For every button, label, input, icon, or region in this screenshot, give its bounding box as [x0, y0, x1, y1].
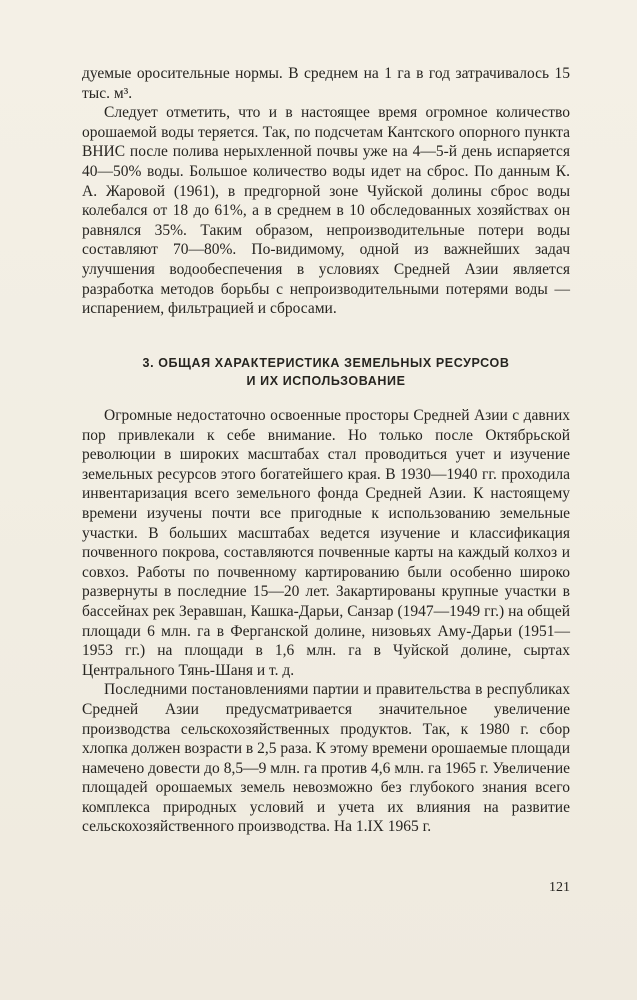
page-number: 121	[549, 880, 570, 895]
section-heading	[82, 354, 570, 390]
section-heading-line-1: 3. ОБЩАЯ ХАРАКТЕРИСТИКА ЗЕМЕЛЬНЫХ РЕСУРСОВ	[142, 356, 510, 370]
paragraph-resolutions: Последними постановлениями партии и правительства в республиках Средней Азии предусматривается значительное увеличение производства сельскохозяйственных продуктов. Так, к 1980 г. сбор хлопка должен возрасти в 2,5 раза. К этому времени орошаемые площади намечено довести до 8,5—9 млн. га против 4,6 млн. га 1965 г. Увеличение площадей орошаемых земель невозможно без глубокого знания всего комплекса природных условий и учета их влияния на развитие сельскохозяйственного производства. На 1.IX 1965 г.	[82, 681, 570, 836]
text-block-top	[82, 64, 570, 319]
paragraph-water-losses: Следует отметить, что и в настоящее время огромное количество орошаемой воды теряется. Так, по подсчетам Кантского опорного пункта ВНИС после полива нерыхленной почвы уже на 4—5-й день испаряется 40—50% воды. Большое количество воды идет на сброс. По данным К. А. Жаровой (1961), в предгорной зоне Чуйской долины сброс воды колебался от 18 до 61%, а в среднем в 10 обследованных хозяйствах он равнялся 35%. Таким образом, непроизводительные потери воды составляют 70—80%. По-видимому, одной из важнейших задач улучшения водообеспечения в условиях Средней Азии является разработка методов борьбы с непроизводительными потерями воды — испарением, фильтрацией и сбросами.	[82, 104, 570, 318]
paragraph-continuation: дуемые оросительные нормы. В среднем на 1 га в год затрачивалось 15 тыс. м³.	[82, 65, 570, 102]
paragraph-land-resources: Огромные недостаточно освоенные просторы Средней Азии с давних пор привлекали к себе внимание. Но только после Октябрьской революции в широких масштабах стал проводиться учет и изучение земельных ресурсов этого богатейшего края. В 1930—1940 гг. проходила инвентаризация всего земельного фонда Средней Азии. К настоящему времени изучены почти все пригодные к использованию земельные участки. В больших масштабах ведется изучение и классификация почвенного покрова, составляются почвенные карты на каждый колхоз и совхоз. Работы по почвенному картированию были особенно широко развернуты в последние 15—20 лет. Закартированы крупные участки в бассейнах рек Зеравшан, Кашка-Дарьи, Санзар (1947—1949 гг.) на общей площади 6 млн. га в Ферганской долине, низовьях Аму-Дарьи (1951—1953 гг.) на площади в 1,6 млн. га в Чуйской долине, сыртах Центрального Тянь-Шаня и т. д.	[82, 407, 570, 679]
text-block-bottom	[82, 406, 570, 837]
section-heading-line-2: И ИХ ИСПОЛЬЗОВАНИЕ	[246, 374, 406, 388]
